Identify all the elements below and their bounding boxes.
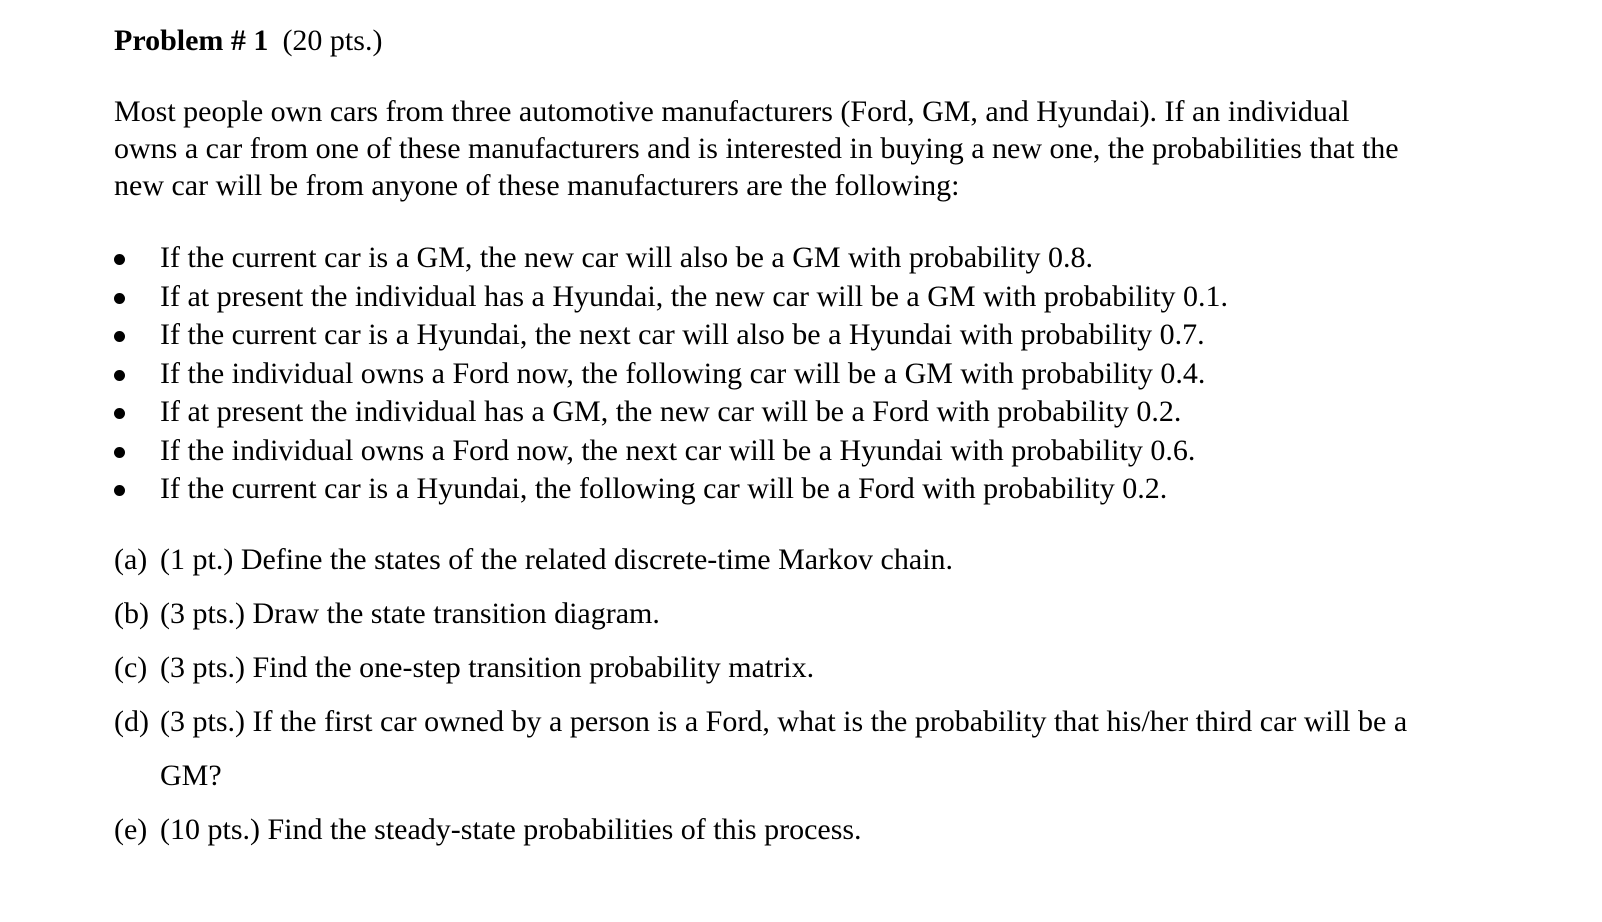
question-part-c	[114, 648, 1407, 702]
question-part-a	[114, 540, 1407, 594]
list-item	[114, 239, 1228, 278]
bullet-icon	[114, 370, 125, 381]
part-text: (3 pts.) If the first car owned by a person is a Ford, what is the probability that his/her third car will be a	[160, 705, 1408, 738]
part-text: (10 pts.) Find the steady-state probabilities of this process.	[160, 813, 862, 846]
question-parts	[114, 540, 1407, 864]
question-part-e	[114, 810, 1407, 864]
part-text: (3 pts.) Draw the state transition diagram.	[160, 597, 660, 630]
list-item	[114, 316, 1228, 355]
list-item-text: If the current car is a Hyundai, the following car will be a Ford with probability 0.2.	[160, 472, 1168, 505]
part-label: (e)	[114, 813, 148, 846]
intro-line: Most people own cars from three automotive manufacturers (Ford, GM, and Hyundai). If an individual	[114, 95, 1350, 128]
part-text: (3 pts.) Find the one-step transition probability matrix.	[160, 651, 815, 684]
list-item-text: If the current car is a Hyundai, the next car will also be a Hyundai with probability 0.7.	[160, 318, 1205, 351]
problem-title	[114, 22, 382, 60]
intro-line: new car will be from anyone of these manufacturers are the following:	[114, 169, 960, 202]
list-item-text: If the individual owns a Ford now, the following car will be a GM with probability 0.4.	[160, 356, 1206, 390]
list-item-text: If at present the individual has a GM, the new car will be a Ford with probability 0.2.	[160, 395, 1182, 428]
bullet-icon	[114, 293, 125, 304]
probability-list	[114, 239, 1228, 509]
part-text-continuation: GM?	[160, 759, 222, 792]
bullet-icon	[114, 447, 125, 458]
problem-points: (20 pts.)	[282, 24, 383, 57]
list-item	[114, 393, 1228, 432]
bullet-icon	[114, 331, 125, 342]
list-item-text: If the individual owns a Ford now, the next car will be a Hyundai with probability 0.6.	[160, 433, 1196, 467]
part-label: (c)	[114, 651, 148, 684]
bullet-icon	[114, 254, 125, 265]
part-label: (b)	[114, 597, 149, 630]
problem-intro	[114, 93, 1494, 204]
list-item-text: If at present the individual has a Hyundai, the new car will be a GM with probability 0.1.	[160, 279, 1229, 313]
intro-line: owns a car from one of these manufacturers and is interested in buying a new one, the probabilities that the	[114, 132, 1399, 165]
list-item	[114, 355, 1228, 394]
list-item-text: If the current car is a GM, the new car will also be a GM with probability 0.8.	[160, 241, 1094, 274]
list-item	[114, 278, 1228, 317]
list-item	[114, 432, 1228, 471]
bullet-icon	[114, 485, 125, 496]
problem-number: Problem # 1	[114, 24, 269, 57]
part-label: (a)	[114, 543, 148, 576]
question-part-b	[114, 594, 1407, 648]
list-item	[114, 470, 1228, 509]
part-label: (d)	[114, 705, 149, 738]
bullet-icon	[114, 408, 125, 419]
question-part-d	[114, 702, 1407, 810]
part-text: (1 pt.) Define the states of the related discrete-time Markov chain.	[160, 543, 954, 576]
